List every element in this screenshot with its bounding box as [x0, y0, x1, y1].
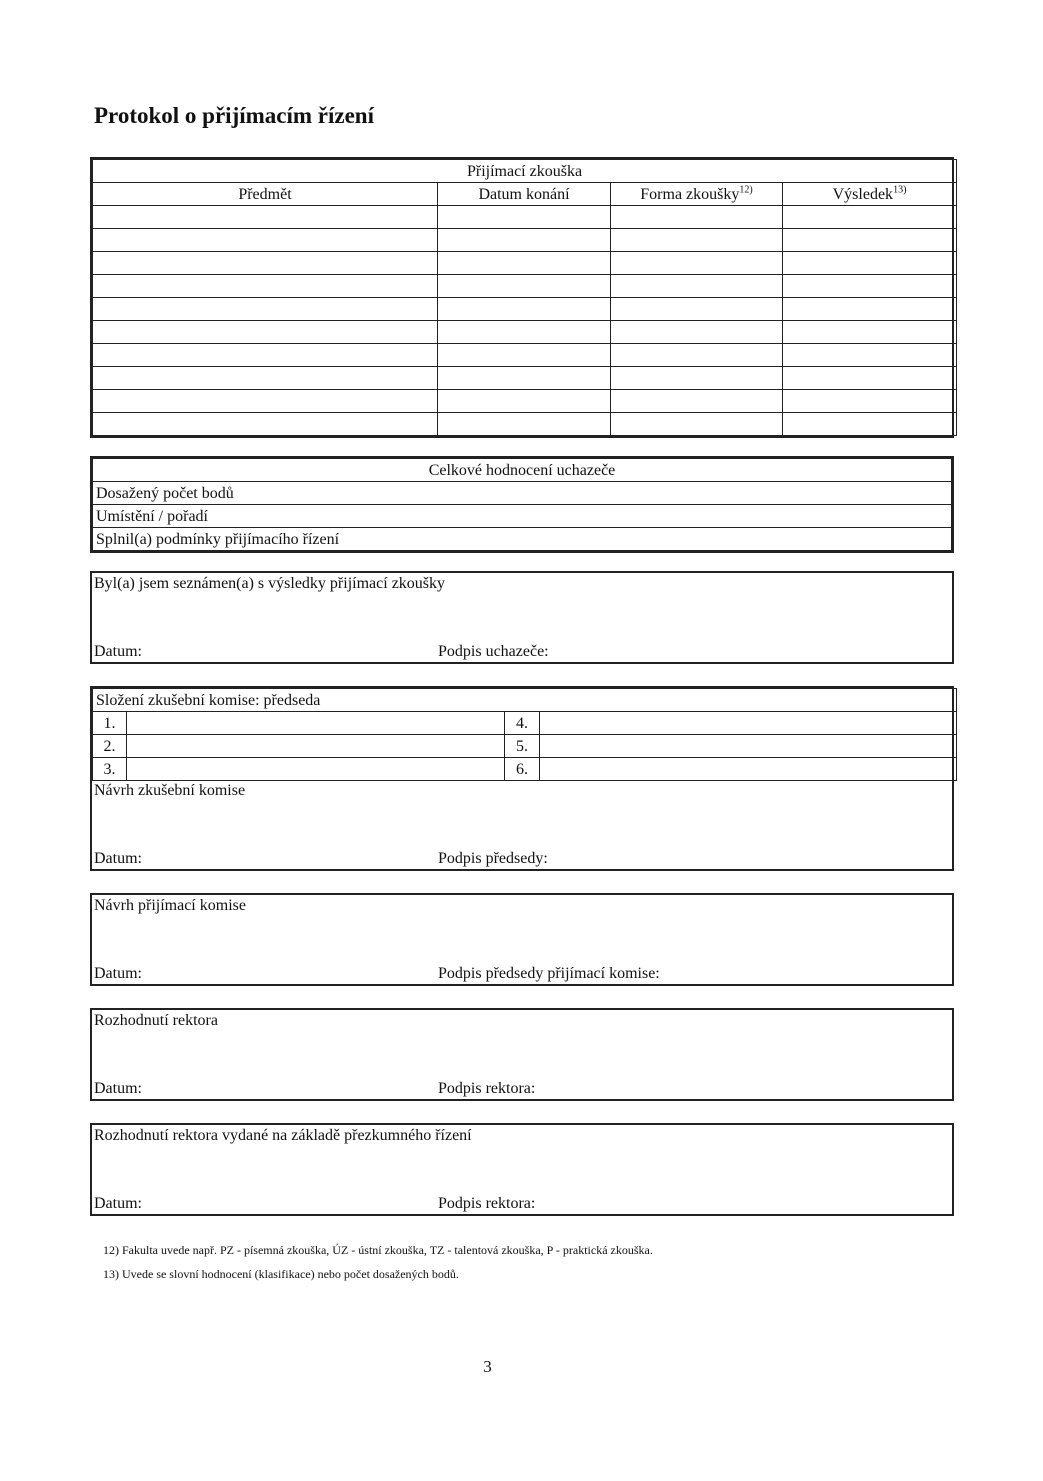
- member-number: 1.: [93, 712, 127, 735]
- exam-row: [93, 252, 957, 275]
- exam-cell[interactable]: [783, 390, 957, 413]
- footnote-ref-12: 12): [739, 184, 753, 196]
- exam-row: [93, 321, 957, 344]
- exam-cell[interactable]: [438, 252, 611, 275]
- exam-cell[interactable]: [783, 367, 957, 390]
- acknowledgement-heading: Byl(a) jsem seznámen(a) s výsledky přijímací zkoušky: [94, 575, 446, 592]
- exam-cell[interactable]: [438, 367, 611, 390]
- exam-cell[interactable]: [438, 390, 611, 413]
- exam-row: [93, 298, 957, 321]
- signature-label: Podpis rektora:: [438, 1195, 536, 1212]
- date-label: Datum:: [94, 1080, 142, 1097]
- exam-cell[interactable]: [611, 413, 783, 436]
- rank-field[interactable]: Umístění / pořadí: [93, 505, 952, 528]
- exam-cell[interactable]: [783, 344, 957, 367]
- date-label: Datum:: [94, 643, 142, 660]
- exam-row: [93, 390, 957, 413]
- exam-cell[interactable]: [783, 321, 957, 344]
- points-field[interactable]: Dosažený počet bodů: [93, 482, 952, 505]
- member-field[interactable]: [127, 758, 505, 781]
- exam-cell[interactable]: [438, 275, 611, 298]
- date-label: Datum:: [94, 850, 142, 867]
- rector-decision-section[interactable]: [90, 1008, 954, 1101]
- evaluation-title: Celkové hodnocení uchazeče: [93, 459, 952, 482]
- exam-cell[interactable]: [783, 298, 957, 321]
- exam-cell[interactable]: [611, 275, 783, 298]
- exam-cell[interactable]: [438, 413, 611, 436]
- member-field[interactable]: [127, 735, 505, 758]
- exam-cell[interactable]: [611, 390, 783, 413]
- exam-table-title: Přijímací zkouška: [93, 160, 957, 183]
- col-form: Forma zkoušky$^{12)}$: [611, 183, 783, 206]
- date-label: Datum:: [94, 1195, 142, 1212]
- exam-cell[interactable]: [93, 367, 438, 390]
- exam-cell[interactable]: [93, 229, 438, 252]
- exam-cell[interactable]: [611, 229, 783, 252]
- exam-cell[interactable]: [93, 344, 438, 367]
- page-title: Protokol o přijímacím řízení: [94, 103, 374, 128]
- exam-cell[interactable]: [93, 298, 438, 321]
- member-field[interactable]: [127, 712, 505, 735]
- exam-cell[interactable]: [611, 344, 783, 367]
- signature-label: Podpis rektora:: [438, 1080, 536, 1097]
- footnote-ref-13: 13): [893, 184, 907, 196]
- member-field[interactable]: [540, 712, 957, 735]
- signature-label: Podpis předsedy přijímací komise:: [438, 965, 660, 982]
- col-subject: Předmět: [93, 183, 438, 206]
- exam-cell[interactable]: [438, 206, 611, 229]
- review-decision-section[interactable]: [90, 1123, 954, 1216]
- exam-cell[interactable]: [783, 229, 957, 252]
- exam-row: [93, 413, 957, 436]
- exam-cell[interactable]: [783, 206, 957, 229]
- exam-cell[interactable]: [611, 367, 783, 390]
- exam-cell[interactable]: [438, 321, 611, 344]
- acknowledgement-section[interactable]: [90, 571, 954, 664]
- footnote-12: 12) Fakulta uvede např. PZ - písemná zkouška, ÚZ - ústní zkouška, TZ - talentová zkouška, P - praktická zkouška.: [103, 1243, 653, 1257]
- exam-cell[interactable]: [611, 298, 783, 321]
- exam-cell[interactable]: [611, 252, 783, 275]
- exam-cell[interactable]: [783, 252, 957, 275]
- col-date: Datum konání: [438, 183, 611, 206]
- admission-proposal-heading: Návrh přijímací komise: [94, 897, 246, 914]
- exam-row: [93, 206, 957, 229]
- signature-label: Podpis uchazeče:: [438, 643, 549, 660]
- exam-row: [93, 275, 957, 298]
- signature-label: Podpis předsedy:: [438, 850, 548, 867]
- admission-proposal-section[interactable]: [90, 893, 954, 986]
- exam-cell[interactable]: [93, 321, 438, 344]
- member-number: 4.: [505, 712, 540, 735]
- rector-decision-heading: Rozhodnutí rektora: [94, 1012, 218, 1029]
- conditions-field[interactable]: Splnil(a) podmínky přijímacího řízení: [93, 528, 952, 551]
- exam-cell[interactable]: [93, 252, 438, 275]
- exam-cell[interactable]: [611, 321, 783, 344]
- evaluation-table: [90, 456, 954, 553]
- col-result: Výsledek$^{13)}$: [783, 183, 957, 206]
- exam-cell[interactable]: [783, 413, 957, 436]
- committee-heading: Složení zkušební komise: předseda: [93, 689, 957, 712]
- exam-cell[interactable]: [93, 206, 438, 229]
- exam-row: [93, 229, 957, 252]
- date-label: Datum:: [94, 965, 142, 982]
- exam-cell[interactable]: [93, 275, 438, 298]
- exam-cell[interactable]: [438, 344, 611, 367]
- member-field[interactable]: [540, 758, 957, 781]
- member-number: 3.: [93, 758, 127, 781]
- committee-section: [90, 686, 954, 871]
- member-field[interactable]: [540, 735, 957, 758]
- exam-cell[interactable]: [438, 298, 611, 321]
- exam-table: [90, 157, 954, 438]
- member-number: 5.: [505, 735, 540, 758]
- exam-cell[interactable]: [93, 390, 438, 413]
- exam-cell[interactable]: [93, 413, 438, 436]
- exam-row: [93, 344, 957, 367]
- member-number: 6.: [505, 758, 540, 781]
- review-decision-heading: Rozhodnutí rektora vydané na základě přezkumného řízení: [94, 1127, 472, 1144]
- exam-cell[interactable]: [611, 206, 783, 229]
- member-number: 2.: [93, 735, 127, 758]
- proposal-heading: Návrh zkušební komise: [94, 782, 246, 799]
- footnote-13: 13) Uvede se slovní hodnocení (klasifikace) nebo počet dosažených bodů.: [103, 1267, 459, 1281]
- exam-row: [93, 367, 957, 390]
- exam-cell[interactable]: [438, 229, 611, 252]
- exam-cell[interactable]: [783, 275, 957, 298]
- page-number: 3: [483, 1357, 492, 1376]
